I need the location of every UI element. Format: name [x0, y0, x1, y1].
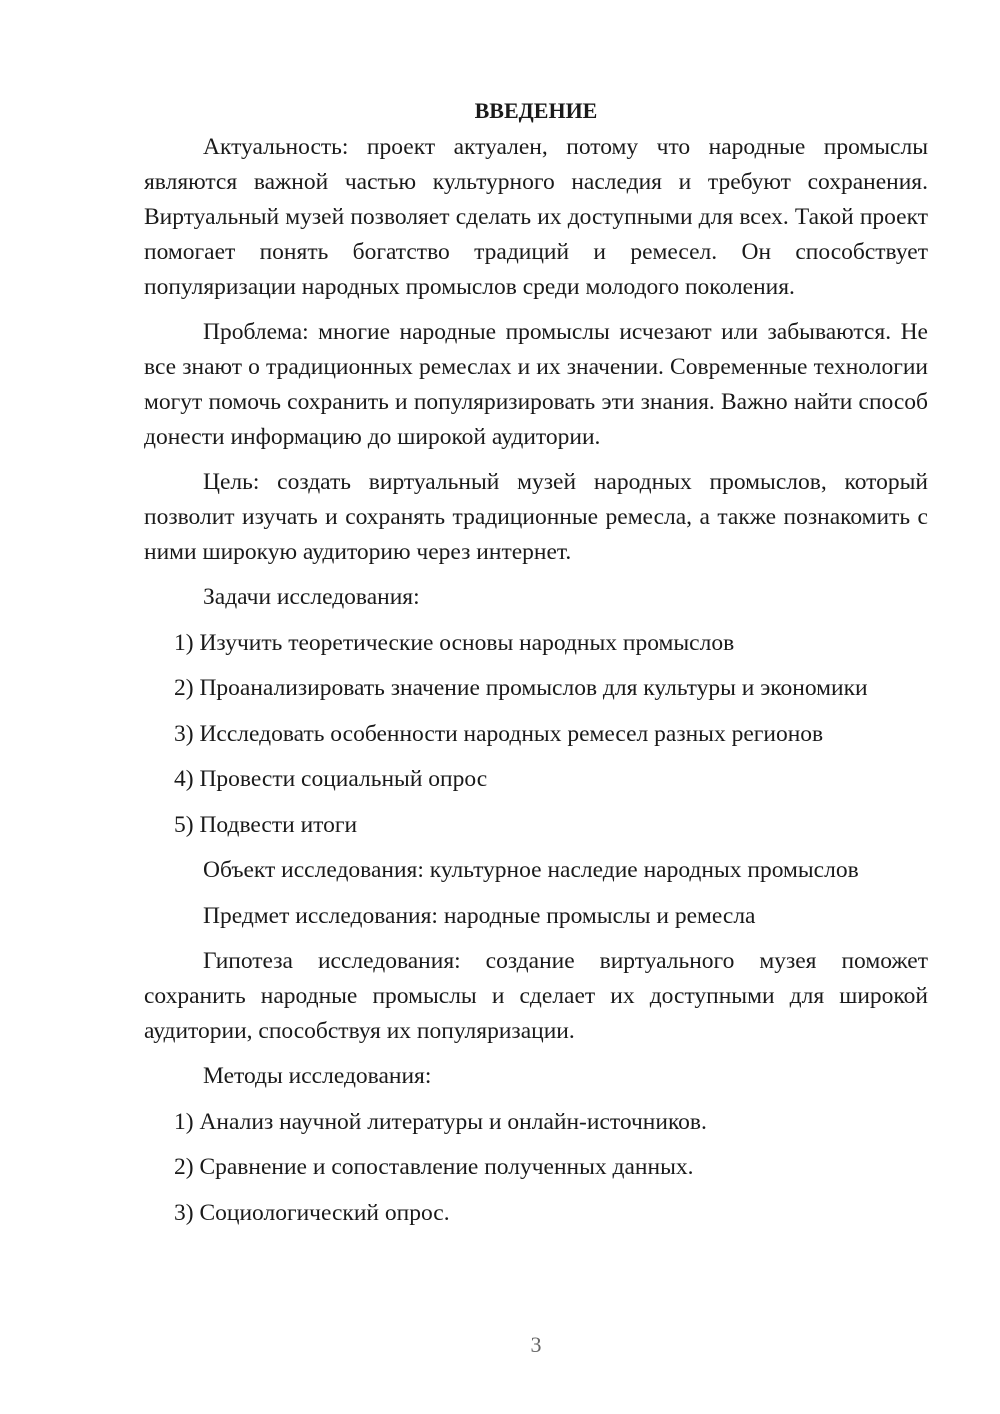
problem-paragraph: Проблема: многие народные промыслы исчезают или забываются. Не все знают о традиционных ремеслах и их значении. Современные технологии могут помочь сохранить и популяризировать эти знания. Важно найти способ донести информацию до широкой аудитории.	[144, 319, 928, 450]
list-item: 3) Исследовать особенности народных ремесел разных регионов	[174, 720, 824, 747]
list-item: 5) Подвести итоги	[174, 811, 358, 838]
page-number: 3	[530, 1332, 542, 1357]
list-item: 2) Проанализировать значение промыслов для культуры и экономики	[174, 675, 868, 701]
relevance-paragraph: Актуальность: проект актуален, потому что народные промыслы являются важной частью культурного наследия и требуют сохранения. Виртуальный музей позволяет сделать их доступными для всех. Такой проект помогает понять богатство традиций и ремесел. Он способствует популяризации народных промыслов среди молодого поколения.	[144, 134, 928, 300]
list-item: 2) Сравнение и сопоставление полученных данных.	[174, 1154, 694, 1180]
goal-paragraph: Цель: создать виртуальный музей народных промыслов, который позволит изучать и сохранять традиционные ремесла, а также познакомить с ними широкую аудиторию через интернет.	[144, 469, 928, 565]
list-item: 1) Анализ научной литературы и онлайн-источников.	[174, 1108, 707, 1135]
document-page	[144, 92, 928, 1241]
subject-line: Предмет исследования: народные промыслы и ремесла	[203, 902, 756, 929]
tasks-heading: Задачи исследования:	[203, 584, 420, 610]
object-line: Объект исследования: культурное наследие народных промыслов	[203, 857, 859, 883]
hypothesis-paragraph: Гипотеза исследования: создание виртуального музея поможет сохранить народные промыслы и сделает их доступными для широкой аудитории, способствуя их популяризации.	[144, 948, 928, 1044]
list-item: 3) Социологический опрос.	[174, 1199, 450, 1226]
list-item: 1) Изучить теоретические основы народных промыслов	[174, 629, 735, 656]
methods-heading: Методы исследования:	[203, 1063, 432, 1089]
list-item: 4) Провести социальный опрос	[174, 766, 488, 792]
page-title: ВВЕДЕНИЕ	[474, 98, 598, 123]
